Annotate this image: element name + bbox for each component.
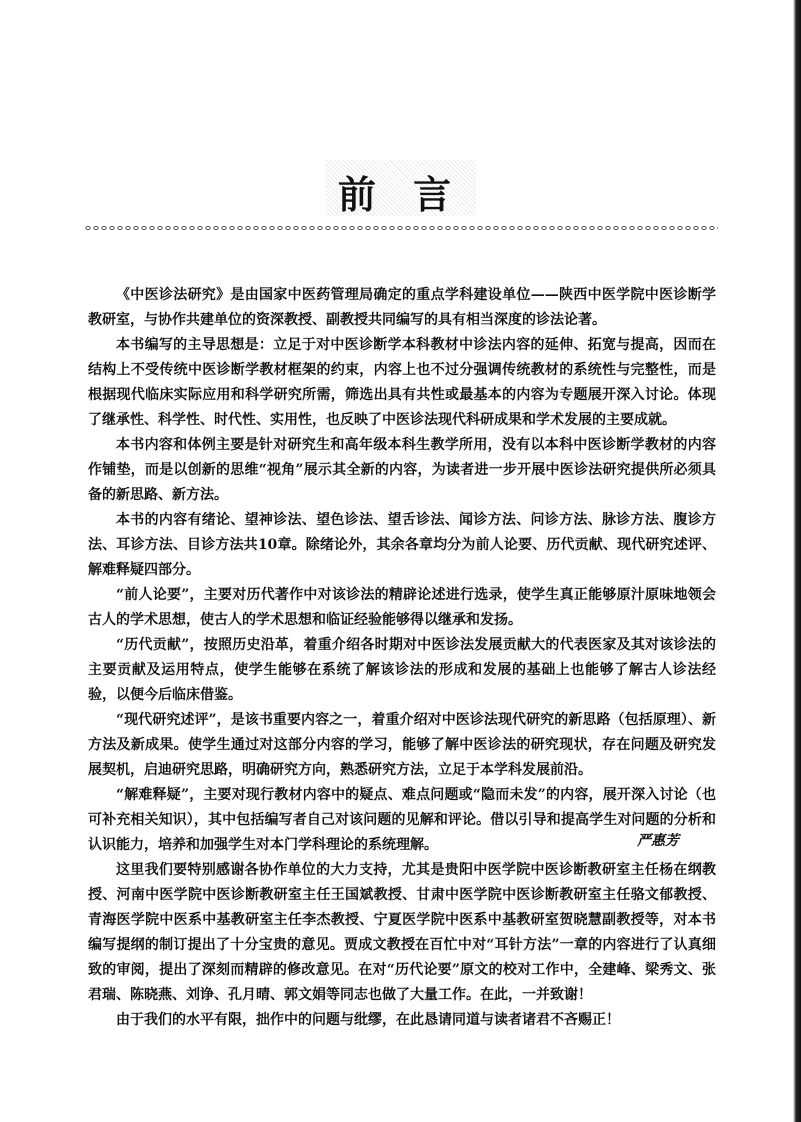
- paragraph: 这里我们要特别感谢各协作单位的大力支持，尤其是贵阳中医学院中医诊断教研室主任杨在纲教授、河南中医学院中医诊断教研室主任王国斌教授、甘肃中医学院中医诊断教研室主任骆文郁教授、青海医学院中医系中基教研室主任李杰教授、宁夏医学院中医系中基教研室贺晓慧副教授等，对本书编写提纲的制订提出了十分宝贵的意见。贾成文教授在百忙中对“耳针方法”一章的内容进行了认真细致的审阅，提出了深刻而精辟的修改意见。在对“历代论要”原文的校对工作中，全建峰、梁秀文、张君瑞、陈晓燕、刘诤、孔月晴、郭文娟等同志也做了大量工作。在此，一并致谢！: [88, 862, 716, 1003]
- paragraph: 本书编写的主导思想是：立足于对中医诊断学本科教材中诊法内容的延伸、拓宽与提高，因而在结构上不受传统中医诊断学教材框架的约束，内容上也不过分强调传统教材的系统性与完整性，而是根据现代临床实际应用和科学研究所需，筛选出具有共性或最基本的内容为专题展开深入讨论。体现了继承性、科学性、时代性、实用性，也反映了中医诊法现代科研成果和学术发展的主要成就。: [88, 337, 716, 428]
- paragraph: “现代研究述评”，是该书重要内容之一，着重介绍对中医诊法现代研究的新思路（包括原理）、新方法及新成果。使学生通过对这部分内容的学习，能够了解中医诊法的研究现状，存在问题及研究发展契机，启迪研究思路，明确研究方向，熟悉研究方法，立足于本学科发展前沿。: [88, 712, 716, 778]
- paragraph: “历代贡献”，按照历史沿革，着重介绍各时期对中医诊法发展贡献大的代表医家及其对该诊法的主要贡献及运用特点，使学生能够在系统了解该诊法的形成和发展的基础上也能够了解古人诊法经验，以便今后临床借鉴。: [88, 637, 716, 703]
- preface-body: [88, 283, 716, 1033]
- paragraph: 《中医诊法研究》是由国家中医药管理局确定的重点学科建设单位——陕西中医学院中医诊断学教研室，与协作共建单位的资深教授、副教授共同编写的具有相当深度的诊法论著。: [88, 287, 716, 328]
- paragraph: “前人论要”，主要对历代著作中对该诊法的精辟论述进行选录，使学生真正能够原汁原味地领会古人的学术思想，使古人的学术思想和临证经验能够得以继承和发扬。: [88, 587, 716, 628]
- paragraph: 由于我们的水平有限，拙作中的问题与纰缪，在此恳请同道与读者诸君不吝赐正！: [116, 1012, 620, 1028]
- ornamental-divider: [84, 224, 718, 232]
- paragraph: 本书的内容有绪论、望神诊法、望色诊法、望舌诊法、闻诊方法、问诊方法、脉诊方法、腹诊方法、耳诊方法、目诊方法共10章。除绪论外，其余各章均分为前人论要、历代贡献、现代研究述评、解难释疑四部分。: [88, 512, 716, 578]
- page-title: 前 言: [337, 173, 464, 217]
- paragraph: 本书内容和体例主要是针对研究生和高年级本科生教学所用，没有以本科中医诊断学教材的内容作铺垫，而是以创新的思维“视角”展示其全新的内容，为读者进一步开展中医诊法研究提供所必须具备的新思路、新方法。: [88, 437, 716, 503]
- paragraph: “解难释疑”，主要对现行教材内容中的疑点、难点问题或“隐而未发”的内容，展开深入讨论（也可补充相关知识），其中包括编写者自己对该问题的见解和评论。借以引导和提高学生对问题的分析和认识能力，培养和加强学生对本门学科理论的系统理解。: [88, 787, 716, 853]
- author-signature: 严惠芳: [637, 833, 679, 849]
